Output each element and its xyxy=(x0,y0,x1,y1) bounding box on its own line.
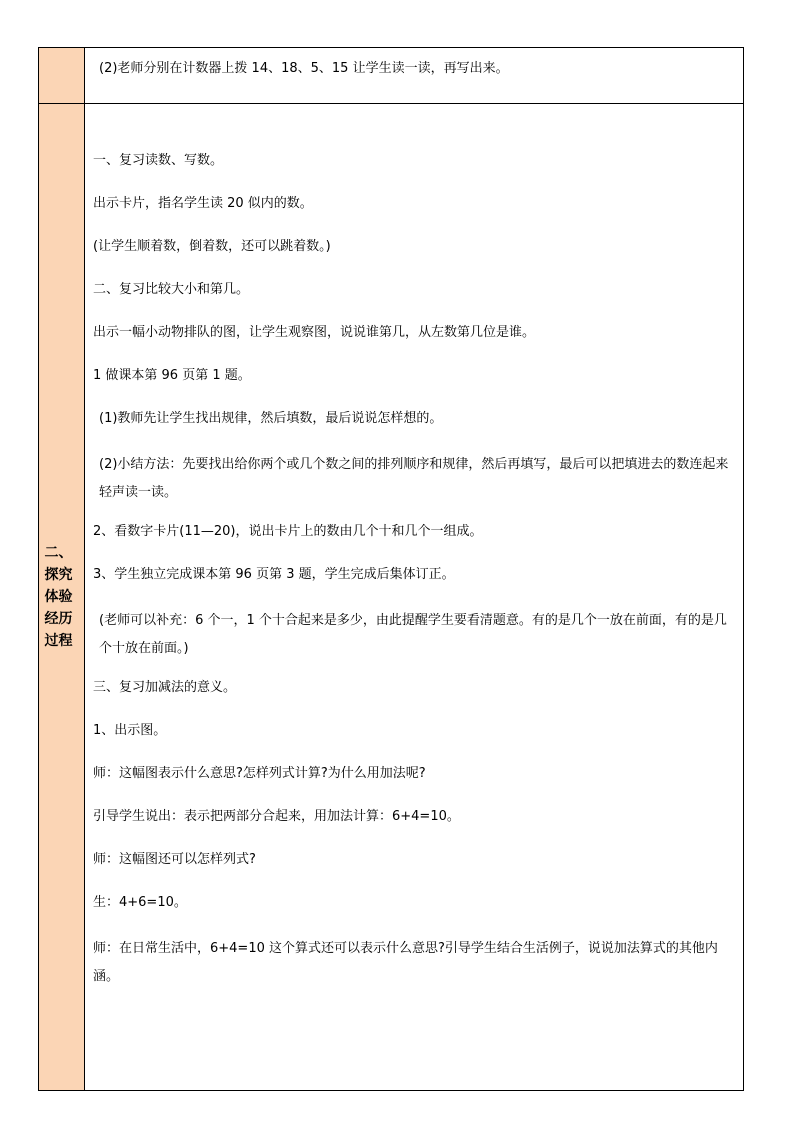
lesson-plan-table xyxy=(38,47,744,1091)
paragraph: 1、出示图。 xyxy=(93,723,167,738)
paragraph: 二、复习比较大小和第几。 xyxy=(93,282,250,297)
paragraph: 三、复习加减法的意义。 xyxy=(93,680,237,695)
side-label-cell-empty xyxy=(39,48,85,104)
paragraph: 师：在日常生活中，6+4=10 这个算式还可以表示什么意思?引导学生结合生活例子，说说加法算式的其他内涵。 xyxy=(93,941,718,984)
paragraph: 生：4+6=10。 xyxy=(93,895,187,910)
side-label-cell xyxy=(39,104,85,1091)
paragraph: (让学生顺着数，倒着数，还可以跳着数。) xyxy=(93,239,331,254)
paragraph: 2、看数字卡片(11—20)，说出卡片上的数由几个十和几个一组成。 xyxy=(93,524,483,539)
paragraph: 3、学生独立完成课本第 96 页第 3 题，学生完成后集体订正。 xyxy=(93,567,455,582)
content-cell xyxy=(85,48,744,104)
paragraph: 出示一幅小动物排队的图，让学生观察图，说说谁第几，从左数第几位是谁。 xyxy=(93,325,536,340)
paragraph: (2)老师分别在计数器上拨 14、18、5、15 让学生读一读，再写出来。 xyxy=(99,61,509,76)
paragraph: (老师可以补充：6 个一，1 个十合起来是多少，由此提醒学生要看清题意。有的是几个一放在前面，有的是几个十放在前面。) xyxy=(99,613,727,656)
paragraph: (2)小结方法：先要找出给你两个或几个数之间的排列顺序和规律，然后再填写，最后可以把填进去的数连起来轻声读一读。 xyxy=(99,457,729,500)
paragraph: 师：这幅图表示什么意思?怎样列式计算?为什么用加法呢? xyxy=(93,766,426,781)
table-row xyxy=(39,104,744,1091)
content-cell xyxy=(85,104,744,1091)
paragraph: 一、复习读数、写数。 xyxy=(93,153,224,168)
paragraph: 出示卡片，指名学生读 20 似内的数。 xyxy=(93,196,313,211)
table-row xyxy=(39,48,744,104)
section-label: 二、探究体验经历过程 xyxy=(44,545,73,649)
paragraph: (1)教师先让学生找出规律，然后填数，最后说说怎样想的。 xyxy=(99,411,443,426)
paragraph: 引导学生说出：表示把两部分合起来，用加法计算：6+4=10。 xyxy=(93,809,460,824)
paragraph: 师：这幅图还可以怎样列式? xyxy=(93,852,256,867)
paragraph: 1 做课本第 96 页第 1 题。 xyxy=(93,368,251,383)
